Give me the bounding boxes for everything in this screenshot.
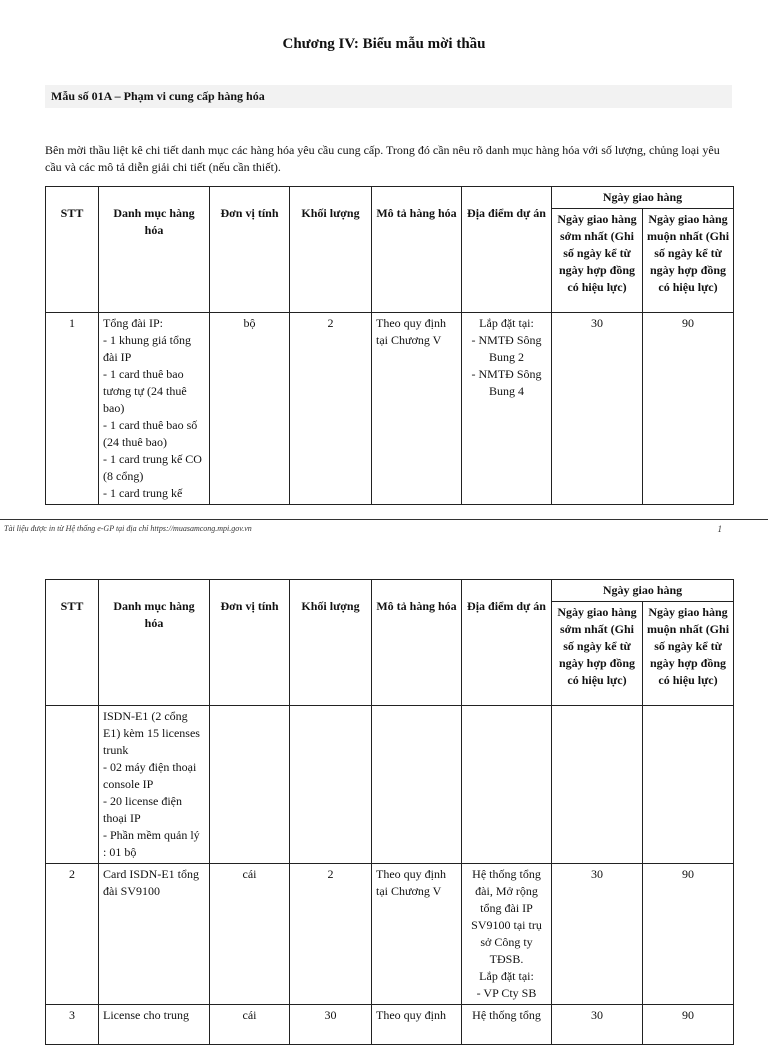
item-line: - 1 card thuê bao tương tự (24 thuê bao) [103, 367, 187, 415]
cell-latest: 90 [643, 313, 734, 505]
item-line: - 1 khung giá tổng đài IP [103, 333, 191, 364]
item-line: License cho trung [103, 1008, 189, 1022]
header-desc: Mô tả hàng hóa [372, 580, 462, 706]
cell-stt: 1 [46, 313, 99, 505]
header-stt: STT [46, 187, 99, 313]
item-line: - 20 license điện thoại IP [103, 794, 182, 825]
cell-unit: bộ [210, 313, 290, 505]
location-line: Hệ thống tổng đài, Mở rộng tổng đài IP SV9100 tại trụ sở Công ty TĐSB. [471, 867, 542, 966]
location-line: - NMTĐ Sông Bung 4 [471, 367, 542, 398]
location-line: - VP Cty SB [476, 986, 537, 1000]
cell-earliest: 30 [552, 864, 643, 1005]
item-line: Tổng đài IP: [103, 316, 163, 330]
item-line: Card ISDN-E1 tổng đài SV9100 [103, 867, 199, 898]
cell-latest: 90 [643, 864, 734, 1005]
goods-table-page-2 [45, 579, 734, 1045]
cell-desc [372, 706, 462, 864]
cell-earliest: 30 [552, 313, 643, 505]
header-item: Danh mục hàng hóa [99, 187, 210, 313]
item-line: - 1 card trung kế CO (8 cổng) [103, 452, 202, 483]
page-number: 1 [717, 524, 722, 534]
table-row [46, 864, 734, 1005]
header-qty: Khối lượng [290, 580, 372, 706]
item-line: - Phần mềm quản lý : 01 bộ [103, 828, 200, 859]
cell-qty [290, 706, 372, 864]
table-row [46, 313, 734, 505]
cell-desc: Theo quy định [372, 1005, 462, 1045]
cell-unit [210, 706, 290, 864]
header-desc: Mô tả hàng hóa [372, 187, 462, 313]
header-stt: STT [46, 580, 99, 706]
location-line: Lắp đặt tại: [479, 316, 534, 330]
cell-desc: Theo quy định tại Chương V [372, 313, 462, 505]
cell-item [99, 313, 210, 505]
cell-qty: 30 [290, 1005, 372, 1045]
cell-qty: 2 [290, 864, 372, 1005]
header-earliest: Ngày giao hàng sớm nhất (Ghi số ngày kể từ ngày hợp đồng có hiệu lực) [552, 602, 643, 706]
cell-stt: 2 [46, 864, 99, 1005]
table-row [46, 1005, 734, 1045]
document-page-2 [0, 560, 768, 1024]
table-header-row [46, 187, 734, 209]
intro-paragraph: Bên mời thầu liệt kê chi tiết danh mục các hàng hóa yêu cầu cung cấp. Trong đó cần nêu rõ danh mục hàng hóa với số lượng, chủng loại yêu cầu và các mô tả diễn giải chi tiết (nếu cần thiết). [45, 143, 720, 174]
cell-item [99, 706, 210, 864]
page-gap [0, 540, 768, 560]
header-latest: Ngày giao hàng muộn nhất (Ghi số ngày kể từ ngày hợp đồng có hiệu lực) [643, 602, 734, 706]
cell-location [462, 313, 552, 505]
location-line: Hệ thống tổng [472, 1008, 541, 1022]
table-row [46, 706, 734, 864]
table-header-row [46, 580, 734, 602]
item-line: ISDN-E1 (2 cổng E1) kèm 15 licenses trunk [103, 709, 200, 757]
header-delivery: Ngày giao hàng [552, 187, 734, 209]
cell-location [462, 1005, 552, 1045]
cell-latest [643, 706, 734, 864]
location-line: - NMTĐ Sông Bung 2 [471, 333, 542, 364]
cell-item [99, 1005, 210, 1045]
cell-earliest: 30 [552, 1005, 643, 1045]
item-line: - 02 máy điện thoại console IP [103, 760, 197, 791]
header-unit: Đơn vị tính [210, 580, 290, 706]
cell-stt [46, 706, 99, 864]
header-location: Địa điểm dự án [462, 187, 552, 313]
cell-earliest [552, 706, 643, 864]
chapter-title: Chương IV: Biểu mẫu mời thầu [282, 36, 486, 52]
footer-divider [0, 519, 768, 520]
form-title-bar [45, 85, 732, 108]
footer-source-text: Tài liệu được in từ Hệ thống e-GP tại địa chỉ https://muasamcong.mpi.gov.vn [4, 524, 252, 533]
location-line: Lắp đặt tại: [479, 969, 534, 983]
header-earliest: Ngày giao hàng sớm nhất (Ghi số ngày kể từ ngày hợp đồng có hiệu lực) [552, 209, 643, 313]
header-unit: Đơn vị tính [210, 187, 290, 313]
cell-location [462, 706, 552, 864]
item-line: - 1 card trung kế [103, 486, 183, 500]
cell-unit: cái [210, 1005, 290, 1045]
header-delivery: Ngày giao hàng [552, 580, 734, 602]
goods-table-page-1 [45, 186, 734, 505]
cell-item [99, 864, 210, 1005]
cell-latest: 90 [643, 1005, 734, 1045]
cell-stt: 3 [46, 1005, 99, 1045]
cell-qty: 2 [290, 313, 372, 505]
header-item: Danh mục hàng hóa [99, 580, 210, 706]
cell-location [462, 864, 552, 1005]
header-latest: Ngày giao hàng muộn nhất (Ghi số ngày kể từ ngày hợp đồng có hiệu lực) [643, 209, 734, 313]
cell-desc: Theo quy định tại Chương V [372, 864, 462, 1005]
form-title: Mẫu số 01A – Phạm vi cung cấp hàng hóa [51, 89, 265, 103]
cell-unit: cái [210, 864, 290, 1005]
item-line: - 1 card thuê bao số (24 thuê bao) [103, 418, 198, 449]
header-qty: Khối lượng [290, 187, 372, 313]
header-location: Địa điểm dự án [462, 580, 552, 706]
